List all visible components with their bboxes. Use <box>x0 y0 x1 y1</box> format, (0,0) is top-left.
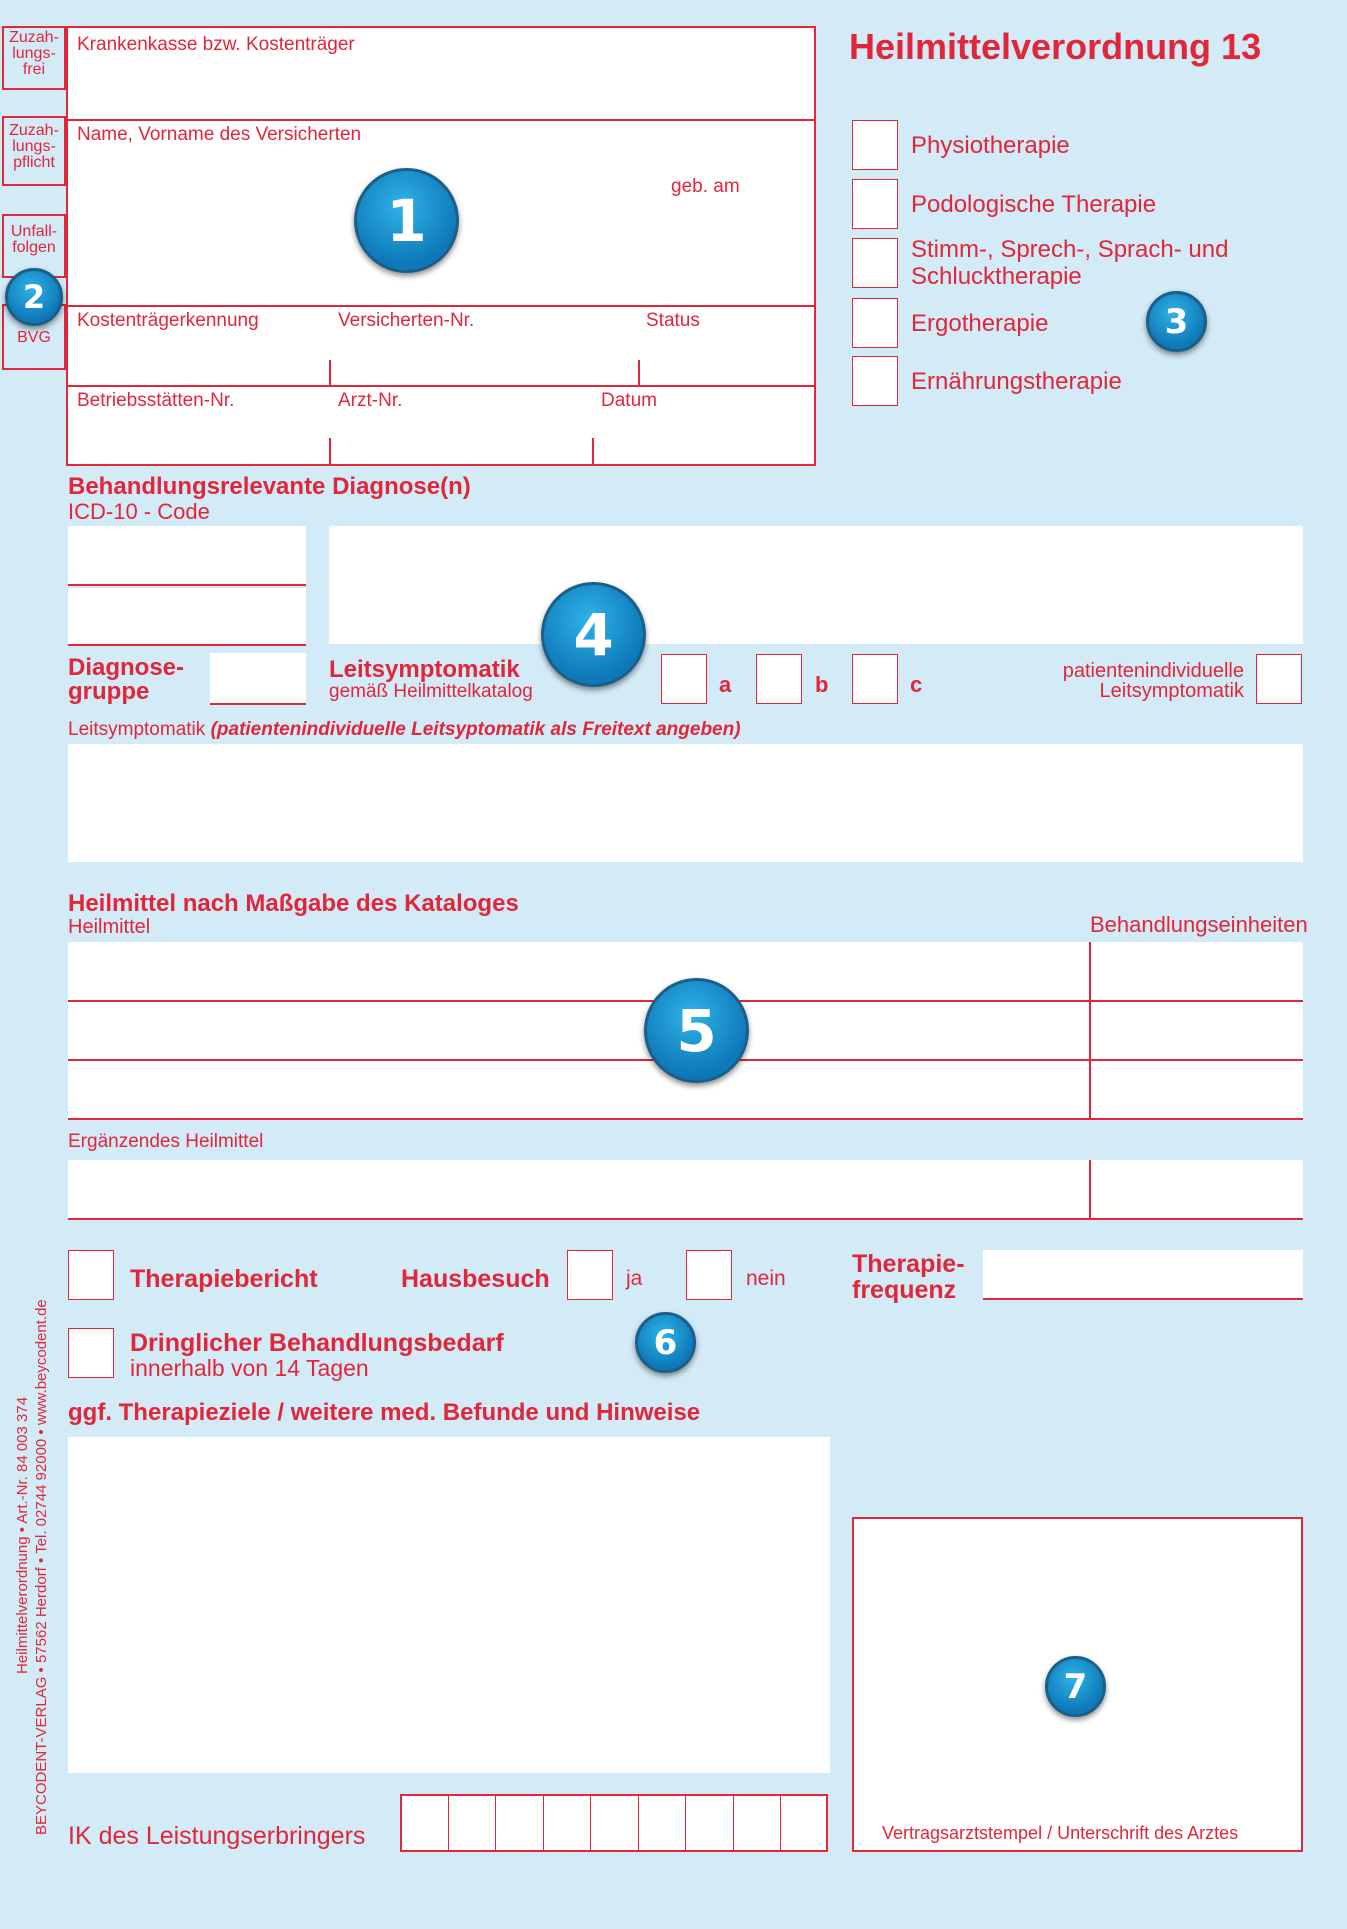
betriebsstaetten-nr-label: Betriebsstätten-Nr. <box>77 390 235 411</box>
icd-label: ICD-10 - Code <box>68 499 210 524</box>
therapiebericht-checkbox[interactable] <box>68 1250 114 1300</box>
behandlungseinheiten-column-label: Behandlungseinheiten <box>1090 912 1308 937</box>
stamp-label: Vertragsarztstempel / Unterschrift des Arztes <box>882 1823 1239 1843</box>
dringlich-sub-label: innerhalb von 14 Tagen <box>130 1355 369 1381</box>
heilmittel-heading: Heilmittel nach Maßgabe des Kataloges <box>68 890 519 917</box>
zuzahlungsfrei-label: Zuzah- lungs- frei <box>9 29 59 78</box>
hausbesuch-label: Hausbesuch <box>401 1265 550 1293</box>
form-title: Heilmittelverordnung 13 <box>849 26 1262 67</box>
ernaehrung-checkbox[interactable] <box>852 356 898 406</box>
dringlich-checkbox[interactable] <box>68 1328 114 1378</box>
nein-label: nein <box>746 1267 786 1290</box>
leitsymptomatik-title: Leitsymptomatik <box>329 656 520 683</box>
marker-5: 5 <box>644 978 749 1083</box>
name-label: Name, Vorname des Versicherten <box>77 124 362 145</box>
therapiefrequenz-label: Therapie- frequenz <box>852 1250 965 1304</box>
leitsymptomatik-b-checkbox[interactable] <box>756 654 802 704</box>
podologie-label: Podologische Therapie <box>911 191 1157 218</box>
therapiefrequenz-field[interactable] <box>983 1250 1303 1298</box>
hausbesuch-ja-checkbox[interactable] <box>567 1250 613 1300</box>
versicherten-nr-label: Versicherten-Nr. <box>338 310 475 331</box>
ik-label: IK des Leistungserbringers <box>68 1822 366 1850</box>
status-label: Status <box>646 310 700 331</box>
patientenindividuelle-label: patientenindividuelle Leitsymptomatik <box>1062 660 1244 702</box>
bvg-label: BVG <box>17 329 51 346</box>
leitsymptomatik-freetext-field[interactable] <box>68 744 1303 862</box>
leitsymptomatik-a-checkbox[interactable] <box>661 654 707 704</box>
diagnosegruppe-field[interactable] <box>210 653 306 703</box>
option-b-label: b <box>815 672 829 697</box>
zuzahlungspflicht-label: Zuzah- lungs- pflicht <box>9 122 59 171</box>
therapieziele-field[interactable] <box>68 1437 830 1773</box>
option-a-label: a <box>719 672 732 697</box>
patientenindividuelle-checkbox[interactable] <box>1256 654 1302 704</box>
datum-label: Datum <box>601 390 657 411</box>
therapiebericht-label: Therapiebericht <box>130 1265 318 1293</box>
podologie-checkbox[interactable] <box>852 179 898 229</box>
option-c-label: c <box>910 672 923 697</box>
marker-3: 3 <box>1146 291 1207 352</box>
publisher-line-2: BEYCODENT-VERLAG • 57562 Herdorf • Tel. 02744 92000 • www.beycodent.de <box>33 1299 50 1835</box>
ergaenzendes-heilmittel-label: Ergänzendes Heilmittel <box>68 1131 264 1152</box>
diagnose-heading: Behandlungsrelevante Diagnose(n) <box>68 473 471 500</box>
physiotherapie-label: Physiotherapie <box>911 132 1070 159</box>
arzt-nr-label: Arzt-Nr. <box>338 390 403 411</box>
marker-7: 7 <box>1045 1656 1106 1717</box>
ergaenzendes-heilmittel-field[interactable] <box>68 1160 1303 1218</box>
ernaehrung-label: Ernährungstherapie <box>911 368 1122 395</box>
geb-am-label: geb. am <box>671 176 740 197</box>
marker-6: 6 <box>635 1312 696 1373</box>
icd-field-1[interactable] <box>68 526 306 584</box>
marker-4: 4 <box>541 582 646 687</box>
schlucktherapie-label: Schlucktherapie <box>911 263 1082 290</box>
ja-label: ja <box>626 1267 643 1290</box>
ik-field[interactable] <box>400 1794 828 1852</box>
diagnosegruppe-label: Diagnose- gruppe <box>68 654 185 705</box>
physiotherapie-checkbox[interactable] <box>852 120 898 170</box>
dringlich-label: Dringlicher Behandlungsbedarf <box>130 1329 504 1357</box>
stimm-sprech-checkbox[interactable] <box>852 238 898 288</box>
publisher-line-1: Heilmittelverordnung • Art.-Nr. 84 003 374 <box>14 1396 31 1674</box>
leitsymptomatik-c-checkbox[interactable] <box>852 654 898 704</box>
kostentraegerkennung-label: Kostenträgerkennung <box>77 310 259 331</box>
marker-2: 2 <box>5 268 63 326</box>
marker-1: 1 <box>354 168 459 273</box>
hausbesuch-nein-checkbox[interactable] <box>686 1250 732 1300</box>
unfallfolgen-label: Unfall- folgen <box>10 223 58 256</box>
icd-field-2[interactable] <box>68 588 306 644</box>
heilmittel-column-label: Heilmittel <box>68 916 151 938</box>
leitsymptomatik-sub: gemäß Heilmittelkatalog <box>329 681 533 702</box>
leitsymptomatik-freetext-label: Leitsymptomatik (patientenindividuelle Leitsyptomatik als Freitext angeben) <box>68 719 741 740</box>
therapieziele-heading: ggf. Therapieziele / weitere med. Befunde und Hinweise <box>68 1399 701 1426</box>
krankenkasse-label: Krankenkasse bzw. Kostenträger <box>77 34 355 55</box>
diagnose-text-field[interactable] <box>329 526 1303 644</box>
ergotherapie-label: Ergotherapie <box>911 310 1049 337</box>
stimm-sprech-label: Stimm-, Sprech-, Sprach- und <box>911 236 1229 263</box>
ergotherapie-checkbox[interactable] <box>852 298 898 348</box>
